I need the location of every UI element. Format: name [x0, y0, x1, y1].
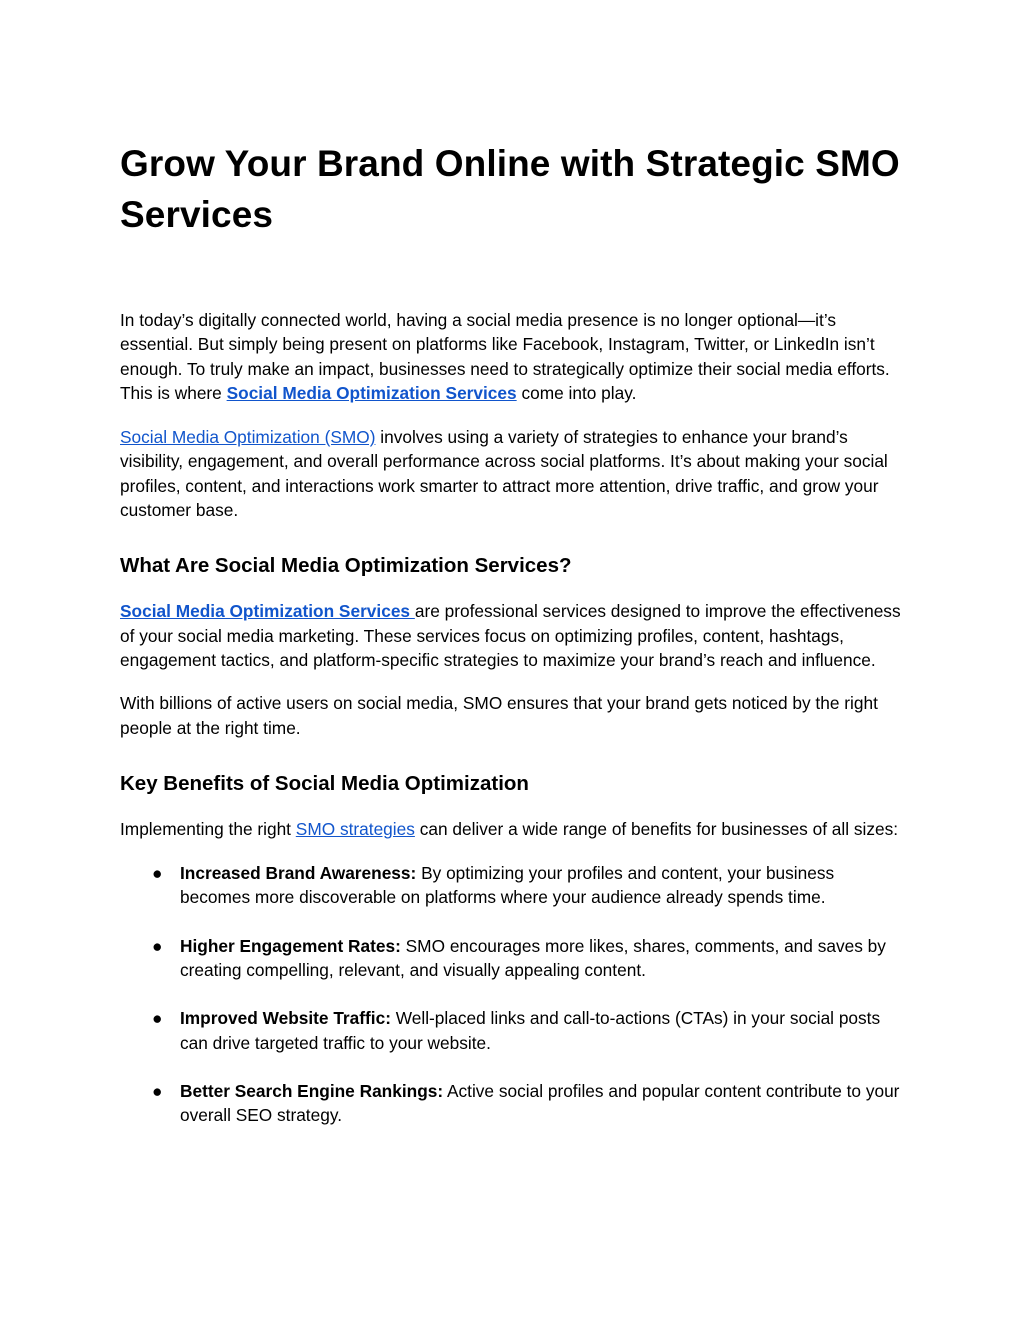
bullet-icon: ●: [152, 863, 163, 884]
benefits-intro-paragraph: [120, 817, 902, 841]
benefits-intro-after: can deliver a wide range of benefits for businesses of all sizes:: [414, 818, 899, 839]
benefit-text: SMO encourages more likes, shares, comments, and saves by creating compelling, relevant, and visually appealing content.: [180, 935, 886, 981]
intro-text-before: In today’s digitally connected world, having a social media presence is no longer optional—it’s essential. But simply being present on platforms like Facebook, Instagram, Twitter, or LinkedIn isn’t enough. To truly make an impact, businesses need to strategically optimize their social media efforts. This is where: [120, 310, 890, 403]
bullet-icon: ●: [152, 1080, 163, 1101]
billions-users-paragraph: With billions of active users on social media, SMO ensures that your brand gets noticed by the right people at the right time.: [120, 693, 878, 738]
benefits-intro-before: Implementing the right: [120, 818, 296, 839]
list-item: [120, 1006, 902, 1055]
page-title: Grow Your Brand Online with Strategic SMO Services: [120, 143, 900, 235]
smo-services-text: are professional services designed to improve the effectiveness of your social media marketing. These services focus on optimizing profiles, content, hashtags, engagement tactics, and platform-specific strategies to maximize your brand’s reach and influence.: [120, 601, 901, 670]
smo-strategies-link[interactable]: SMO strategies: [295, 818, 415, 839]
smo-services-link[interactable]: Social Media Optimization Services: [226, 382, 517, 403]
benefit-text: Well-placed links and call-to-actions (CTAs) in your social posts can drive targeted traffic to your website.: [180, 1008, 881, 1053]
benefits-list: [120, 861, 902, 1127]
benefit-label: Better Search Engine Rankings:: [180, 1080, 444, 1101]
list-item: [120, 861, 902, 910]
smo-definition-paragraph: [120, 425, 902, 522]
benefit-label: Improved Website Traffic:: [180, 1008, 391, 1029]
smo-services-paragraph: [120, 599, 902, 672]
benefit-text: By optimizing your profiles and content, your business becomes more discoverable on platforms where your audience already spends time.: [180, 863, 835, 908]
document-page: [120, 138, 902, 1152]
benefit-label: Increased Brand Awareness:: [180, 863, 417, 884]
benefit-text: Active social profiles and popular content contribute to your overall SEO strategy.: [180, 1080, 900, 1126]
bullet-icon: ●: [152, 935, 163, 956]
smo-definition-link[interactable]: Social Media Optimization (SMO): [120, 427, 376, 448]
intro-paragraph: [120, 308, 902, 405]
bullet-icon: ●: [152, 1008, 163, 1029]
smo-definition-text: involves using a variety of strategies to enhance your brand’s visibility, engagement, and overall performance across social platforms. It’s about making your social profiles, content, and interactions work smarter to attract more attention, drive traffic, and grow your customer base.: [120, 427, 888, 521]
smo-services-link-2[interactable]: Social Media Optimization Services: [120, 601, 415, 622]
section-heading-what-are-smo: What Are Social Media Optimization Services?: [120, 554, 572, 578]
list-item: [120, 1079, 902, 1128]
list-item: [120, 934, 902, 983]
intro-text-after: come into play.: [516, 382, 637, 403]
benefit-label: Higher Engagement Rates:: [180, 935, 401, 956]
section-heading-key-benefits: Key Benefits of Social Media Optimization: [120, 771, 529, 795]
